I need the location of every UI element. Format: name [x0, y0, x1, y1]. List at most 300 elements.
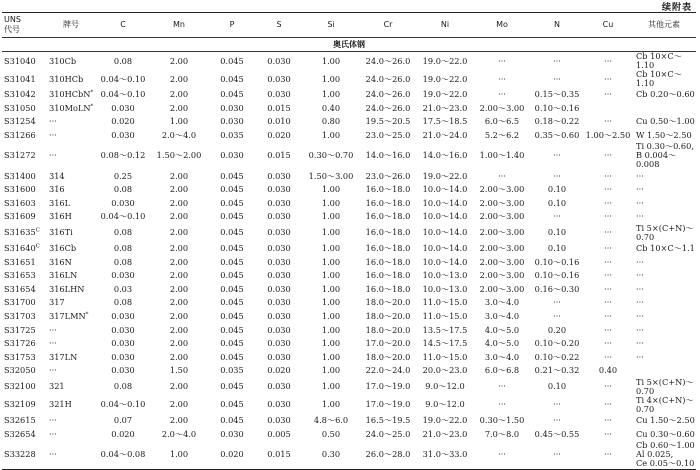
cell-uns: S31042	[4, 89, 36, 100]
cell-ni: 14.5～17.5	[422, 338, 468, 349]
cell-mn: 2.00	[169, 73, 189, 84]
cell-si: 1.00	[321, 297, 341, 308]
cell-mn: 2.00	[169, 256, 189, 267]
cell-mo: 2.00～3.00	[479, 102, 525, 113]
cell-cu: ···	[604, 324, 612, 335]
cell-other: ···	[636, 211, 644, 222]
cell-n: ···	[553, 150, 561, 161]
table-row	[2, 323, 696, 337]
cell-uns: S32654	[4, 428, 36, 439]
cell-s: 0.020	[267, 365, 291, 376]
cell-p: 0.045	[220, 197, 244, 208]
cell-cr: 16.0～18.0	[365, 243, 411, 254]
table-row	[2, 210, 696, 224]
cell-c: 0.030	[111, 324, 135, 335]
cell-c: 0.04～0.10	[100, 89, 146, 100]
cell-mn: 2.00	[169, 243, 189, 254]
cell-other: ···	[636, 170, 644, 181]
cell-cr: 16.0～18.0	[365, 283, 411, 294]
table-row	[2, 310, 696, 324]
cell-cu: 0.40	[598, 365, 618, 376]
cell-c: 0.08	[113, 55, 133, 66]
cell-s: 0.030	[267, 414, 291, 425]
cell-si: 1.00	[321, 130, 341, 141]
cell-cu: ···	[604, 227, 612, 238]
cell-si: 1.00	[321, 197, 341, 208]
cell-cr: 24.0～26.0	[365, 73, 411, 84]
cell-uns: S31050	[4, 102, 36, 113]
cell-si: 0.80	[321, 116, 341, 127]
cell-c: 0.030	[111, 270, 135, 281]
table-row	[2, 169, 696, 183]
cell-cu: ···	[604, 89, 612, 100]
cell-p: 0.045	[220, 227, 244, 238]
cell-p: 0.030	[220, 116, 244, 127]
cell-ni: 10.0～14.0	[422, 211, 468, 222]
cell-n: ···	[553, 414, 561, 425]
cell-si: 1.00	[321, 55, 341, 66]
cell-p: 0.045	[220, 399, 244, 410]
cell-p: 0.030	[220, 150, 244, 161]
cell-mo: 2.00～3.00	[479, 184, 525, 195]
cell-other	[632, 102, 696, 116]
cell-cu: ···	[604, 283, 612, 294]
section-row	[2, 38, 696, 52]
table-row	[2, 242, 696, 256]
cell-ni: 10.0～14.0	[422, 243, 468, 254]
cell-mo: 7.0～8.0	[484, 428, 520, 439]
cell-p: 0.045	[220, 170, 244, 181]
footnote-mark: C	[35, 243, 40, 250]
cell-uns: S31254	[4, 116, 36, 127]
cell-mo: 2.00～3.00	[479, 270, 525, 281]
cell-cu: ···	[604, 338, 612, 349]
column-header-si: Si	[302, 13, 360, 38]
cell-si: 1.00	[321, 73, 341, 84]
cell-p: 0.045	[220, 283, 244, 294]
cell-mn: 2.0～4.0	[161, 130, 197, 141]
cell-cr: 16.5～19.5	[365, 414, 411, 425]
cell-cu: ···	[584, 441, 632, 470]
cell-mo: ···	[498, 399, 506, 410]
cell-uns: S32109	[4, 399, 36, 410]
cell-mo: 2.00～3.00	[479, 211, 525, 222]
cell-uns: S31272	[4, 150, 36, 161]
cell-s: 0.030	[267, 227, 291, 238]
table-row	[2, 378, 696, 396]
cell-cr: 17.0～20.0	[365, 338, 411, 349]
cell-n: 0.20	[547, 324, 567, 335]
cell-cu: ···	[604, 414, 612, 425]
cell-si: 1.00	[321, 89, 341, 100]
table-row	[2, 197, 696, 211]
cell-other: ···	[636, 283, 644, 294]
cell-uns: S32100	[4, 381, 36, 392]
cell-cr: 22.0～24.0	[365, 365, 411, 376]
column-header-mn: Mn	[150, 13, 208, 38]
cell-grade: ···	[49, 324, 57, 335]
cell-si: 0.50	[321, 428, 341, 439]
cell-si: 1.00	[321, 365, 341, 376]
cell-cu: ···	[604, 351, 612, 362]
cell-s: 0.030	[267, 89, 291, 100]
cell-cu: ···	[604, 270, 612, 281]
cell-c: 0.020	[111, 428, 135, 439]
cell-si: 1.00	[321, 270, 341, 281]
cell-ni: 14.0～16.0	[422, 150, 468, 161]
column-header-other: 其他元素	[632, 13, 696, 38]
cell-s: 0.015	[267, 102, 291, 113]
cell-ni: 20.0～23.0	[422, 365, 468, 376]
cell-cu: ···	[604, 297, 612, 308]
cell-s: 0.030	[267, 324, 291, 335]
cell-cr: 24.0～26.0	[365, 89, 411, 100]
cell-mn: 1.00	[150, 441, 208, 470]
cell-si: 0.40	[321, 102, 341, 113]
cell-cr: 16.0～18.0	[365, 256, 411, 267]
cell-cr: 16.0～18.0	[365, 227, 411, 238]
cell-cr: 26.0～28.0	[360, 441, 416, 470]
cell-si: 1.50～3.00	[308, 170, 354, 181]
cell-mn: 2.00	[169, 211, 189, 222]
cell-grade: 316L	[49, 197, 71, 208]
cell-n: 0.10	[547, 227, 567, 238]
cell-n: 0.10～0.16	[534, 102, 580, 113]
cell-cr: 24.0～25.0	[365, 428, 411, 439]
cell-c: 0.04～0.08	[96, 441, 150, 470]
footnote-mark: *	[90, 89, 94, 96]
cell-other: Cb 10×C～1.10	[636, 70, 682, 88]
cell-grade: ···	[49, 414, 57, 425]
cell-other: ···	[636, 270, 644, 281]
cell-ni: 11.0～15.0	[422, 297, 468, 308]
cell-cu: ···	[604, 184, 612, 195]
cell-other	[632, 364, 696, 378]
cell-n: 0.10	[547, 243, 567, 254]
cell-other: Ti 4×(C+N)～0.70	[636, 395, 694, 414]
cell-mo: 2.00～3.00	[479, 283, 525, 294]
cell-mo: ···	[498, 55, 506, 66]
cell-other: Ti 0.30～0.60, B 0.004～0.008	[636, 142, 694, 170]
cell-si: 1.00	[321, 311, 341, 322]
cell-grade: 310HCb	[49, 73, 84, 84]
cell-grade: ···	[49, 365, 57, 376]
cell-p: 0.045	[220, 381, 244, 392]
cell-mo: 6.0～6.8	[484, 365, 520, 376]
cell-grade: 317LN	[49, 351, 78, 362]
cell-n: 0.35～0.60	[534, 130, 580, 141]
table-row	[2, 283, 696, 297]
cell-s: 0.030	[267, 55, 291, 66]
cell-uns: S31266	[4, 130, 36, 141]
cell-grade: 314	[49, 170, 65, 181]
cell-uns: S31654	[4, 283, 36, 294]
cell-n: ···	[553, 297, 561, 308]
cell-grade: 321H	[49, 399, 72, 410]
cell-s: 0.030	[267, 297, 291, 308]
cell-other: Cb 0.20～0.60	[636, 89, 695, 100]
cell-cu	[584, 102, 632, 116]
cell-si: 1.00	[321, 184, 341, 195]
cell-si: 1.00	[321, 338, 341, 349]
cell-other: ···	[636, 311, 644, 322]
cell-mn: 2.00	[169, 414, 189, 425]
cell-c: 0.03	[113, 283, 133, 294]
cell-mo: 6.0～6.5	[484, 116, 520, 127]
cell-mo: ···	[498, 89, 506, 100]
cell-p: 0.045	[220, 55, 244, 66]
cell-uns: S31651	[4, 256, 36, 267]
cell-s: 0.030	[267, 256, 291, 267]
cell-s: 0.030	[267, 338, 291, 349]
cell-n: ···	[553, 211, 561, 222]
cell-n: 0.15～0.35	[534, 89, 580, 100]
cell-mo: 3.0～4.0	[484, 311, 520, 322]
cell-other: Cu 0.30～0.60	[636, 428, 695, 439]
cell-p: 0.045	[220, 184, 244, 195]
cell-grade: 316Ti	[49, 227, 73, 238]
cell-p: 0.035	[220, 365, 244, 376]
table-row	[2, 337, 696, 351]
column-header-cr: Cr	[360, 13, 416, 38]
cell-uns: S31653	[4, 270, 36, 281]
cell-other: Cu 1.50～2.50	[636, 414, 695, 425]
cell-c: 0.08	[113, 381, 133, 392]
cell-ni: 21.0～24.0	[422, 130, 468, 141]
cell-cr: 18.0～20.0	[365, 351, 411, 362]
cell-s: 0.030	[267, 184, 291, 195]
cell-ni: 11.0～15.0	[422, 351, 468, 362]
table-caption: 续附表	[661, 3, 692, 13]
cell-mo: 0.30～1.50	[479, 414, 525, 425]
cell-mo: 2.00～3.00	[479, 256, 525, 267]
cell-mn: 2.00	[169, 102, 189, 113]
cell-mo: 3.0～4.0	[484, 297, 520, 308]
cell-cr: 16.0～18.0	[365, 270, 411, 281]
cell-other: ···	[636, 297, 644, 308]
cell-cr: 23.0～26.0	[365, 170, 411, 181]
cell-si: 0.30～0.70	[308, 150, 354, 161]
cell-ni: 17.5～18.5	[422, 116, 468, 127]
cell-cr: 18.0～20.0	[365, 311, 411, 322]
cell-mo: 5.2～6.2	[484, 130, 520, 141]
cell-si: 1.00	[321, 381, 341, 392]
column-header-mo: Mo	[474, 13, 530, 38]
cell-p: 0.045	[220, 270, 244, 281]
cell-c: 0.07	[113, 414, 133, 425]
table-row	[2, 224, 696, 242]
cell-mn: 2.00	[169, 311, 189, 322]
cell-cu: ···	[604, 170, 612, 181]
cell-other: ···	[636, 338, 644, 349]
table-row	[2, 88, 696, 102]
cell-uns: S31703	[4, 311, 36, 322]
cell-cr: 17.0～19.0	[365, 381, 411, 392]
cell-mn: 2.00	[169, 227, 189, 238]
cell-other: W 1.50～2.50	[636, 130, 692, 141]
cell-cr: 24.0～26.0	[365, 102, 411, 113]
cell-n: 0.18～0.22	[534, 116, 580, 127]
cell-uns: S31725	[4, 324, 36, 335]
cell-s: 0.030	[267, 197, 291, 208]
cell-other: Ti 5×(C+N)～0.70	[636, 223, 694, 242]
cell-grade: 316LN	[49, 270, 78, 281]
table-row	[2, 52, 696, 71]
cell-mn: 2.00	[169, 89, 189, 100]
cell-mn: 2.00	[169, 55, 189, 66]
cell-c: 0.030	[111, 351, 135, 362]
cell-n: 0.10～0.22	[534, 351, 580, 362]
cell-grade: 316LHN	[49, 283, 85, 294]
cell-grade: 316	[49, 184, 65, 195]
cell-s: 0.005	[267, 428, 291, 439]
cell-mn: 2.00	[169, 324, 189, 335]
cell-cu: ···	[604, 399, 612, 410]
cell-cu: ···	[604, 55, 612, 66]
column-header-s: S	[256, 13, 302, 38]
cell-p: 0.045	[220, 256, 244, 267]
table-row	[2, 183, 696, 197]
cell-n: ···	[553, 73, 561, 84]
cell-mn: 2.00	[169, 338, 189, 349]
cell-mn: 2.00	[169, 297, 189, 308]
cell-cr: 18.0～20.0	[365, 324, 411, 335]
cell-grade: ···	[49, 130, 57, 141]
cell-si: 1.00	[321, 351, 341, 362]
cell-si: 1.00	[321, 283, 341, 294]
cell-p: 0.045	[220, 297, 244, 308]
cell-mo: 2.00～3.00	[479, 243, 525, 254]
cell-si: 1.00	[321, 399, 341, 410]
cell-mo: 2.00～3.00	[479, 197, 525, 208]
cell-ni: 19.0～22.0	[422, 55, 468, 66]
cell-c: 0.04～0.10	[100, 73, 146, 84]
cell-cr: 24.0～26.0	[365, 55, 411, 66]
cell-s: 0.015	[256, 441, 302, 470]
table-row	[2, 351, 696, 365]
cell-n: ···	[530, 441, 584, 470]
cell-uns: S31041	[4, 73, 36, 84]
cell-ni: 19.0～22.0	[422, 73, 468, 84]
table-row	[2, 269, 696, 283]
cell-ni: 9.0～12.0	[425, 399, 465, 410]
cell-mn: 2.00	[169, 351, 189, 362]
cell-p: 0.030	[220, 102, 244, 113]
cell-s: 0.030	[267, 73, 291, 84]
cell-c: 0.020	[111, 116, 135, 127]
cell-n: 0.10～0.20	[534, 338, 580, 349]
cell-uns: S31603	[4, 197, 36, 208]
cell-n: 0.10～0.16	[534, 256, 580, 267]
cell-s: 0.030	[267, 311, 291, 322]
cell-mo: ···	[498, 381, 506, 392]
cell-s: 0.030	[267, 270, 291, 281]
cell-n: 0.10～0.16	[534, 270, 580, 281]
cell-c: 0.04～0.10	[100, 399, 146, 410]
cell-uns: S32050	[4, 365, 36, 376]
column-header-p: P	[208, 13, 256, 38]
cell-ni: 9.0～12.0	[425, 381, 465, 392]
cell-cu: ···	[604, 243, 612, 254]
cell-ni: 10.0～14.0	[422, 227, 468, 238]
cell-cr: 19.5～20.5	[365, 116, 411, 127]
cell-ni: 10.0～13.0	[422, 270, 468, 281]
cell-mn: 2.00	[169, 399, 189, 410]
cell-mo: 4.0～5.0	[484, 338, 520, 349]
cell-si: 4.8～6.0	[313, 414, 349, 425]
cell-ni: 10.0～14.0	[422, 197, 468, 208]
table-row	[2, 296, 696, 310]
cell-s: 0.030	[267, 381, 291, 392]
cell-mn: 1.00	[169, 116, 189, 127]
cell-p: 0.030	[220, 428, 244, 439]
cell-mo: 1.00～1.40	[479, 150, 525, 161]
cell-n: ···	[553, 55, 561, 66]
footnote-mark: C	[35, 227, 40, 234]
cell-n: 0.16～0.30	[534, 283, 580, 294]
cell-uns: $S31640^C$	[4, 243, 40, 254]
cell-uns: S31400	[4, 170, 36, 181]
cell-mn: 2.00	[169, 170, 189, 181]
cell-s: 0.010	[267, 116, 291, 127]
composition-table	[2, 12, 696, 470]
cell-ni: 13.5～17.5	[422, 324, 468, 335]
cell-si: 1.00	[321, 211, 341, 222]
cell-c: 0.08	[113, 297, 133, 308]
cell-n: ···	[553, 399, 561, 410]
cell-n: 0.45～0.55	[534, 428, 580, 439]
cell-cr: 16.0～18.0	[365, 211, 411, 222]
cell-c: 0.08	[113, 243, 133, 254]
cell-cu: ···	[604, 73, 612, 84]
cell-mn: 2.00	[169, 270, 189, 281]
cell-si: 0.30	[302, 441, 360, 470]
table-header-row	[2, 13, 696, 38]
cell-uns: S31700	[4, 297, 36, 308]
cell-uns: S31609	[4, 211, 36, 222]
cell-mo: 3.0～4.0	[484, 351, 520, 362]
cell-c: 0.25	[113, 170, 133, 181]
cell-p: 0.045	[220, 338, 244, 349]
cell-mo: ···	[474, 441, 530, 470]
cell-cu: ···	[604, 381, 612, 392]
cell-grade: ···	[49, 428, 57, 439]
column-header-grade: 牌号	[46, 13, 96, 38]
cell-ni: 31.0～33.0	[416, 441, 474, 470]
cell-p: 0.045	[220, 351, 244, 362]
cell-s: 0.030	[267, 243, 291, 254]
cell-mn: 1.50	[169, 365, 189, 376]
cell-grade: 310MoLN*	[49, 102, 94, 113]
cell-mo: 2.00～3.00	[479, 227, 525, 238]
cell-cr: 17.0～19.0	[365, 399, 411, 410]
table-row	[2, 115, 696, 129]
cell-grade: ···	[49, 338, 57, 349]
cell-si: 1.00	[321, 227, 341, 238]
cell-other: Cb 0.60～1.00 Al 0.025, Ce 0.05～0.10	[632, 441, 696, 470]
cell-c: 0.030	[111, 102, 135, 113]
cell-c: 0.08	[113, 256, 133, 267]
cell-s: 0.015	[267, 150, 291, 161]
cell-cr: 18.0～20.0	[365, 297, 411, 308]
footnote-mark: *	[90, 103, 94, 110]
cell-n: 0.10	[547, 197, 567, 208]
cell-cu: ···	[604, 150, 612, 161]
cell-c: 0.08	[113, 227, 133, 238]
cell-c: 0.030	[111, 365, 135, 376]
column-header-n: N	[530, 13, 584, 38]
cell-si: 1.00	[321, 324, 341, 335]
